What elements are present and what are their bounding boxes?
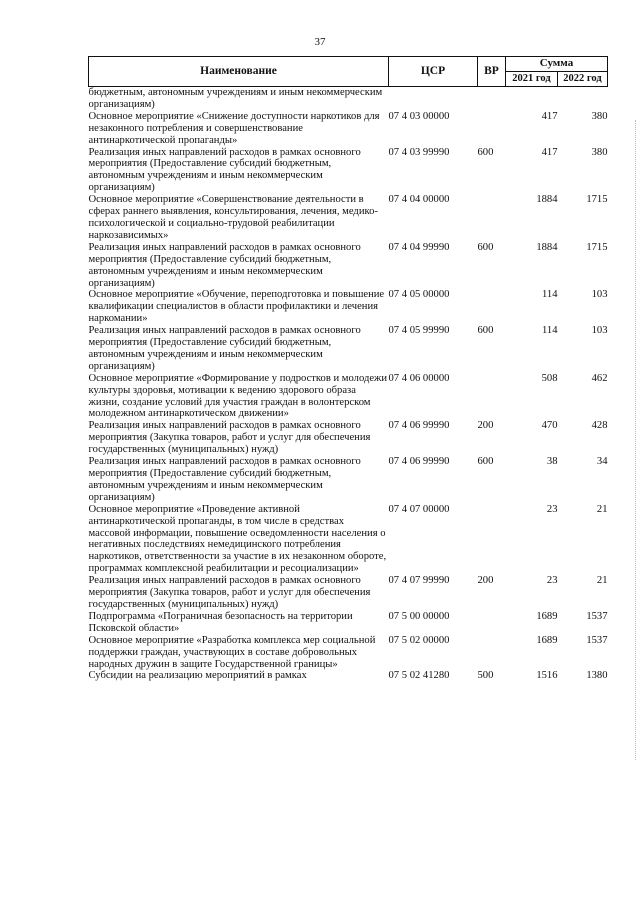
row-sum-2021 [506, 87, 558, 111]
row-csr: 07 4 07 00000 [388, 503, 450, 515]
row-csr: 07 4 05 99990 [388, 325, 450, 337]
header-csr: ЦСР [389, 57, 478, 87]
row-sum-2021: 417 [541, 110, 558, 122]
table-row [89, 611, 608, 635]
row-sum-2022: 380 [591, 146, 608, 158]
table-row [89, 670, 608, 682]
row-sum-2022: 34 [596, 456, 608, 468]
row-name: Основное мероприятие «Формирование у подростков и молодежи культуры здоровья, мотивации к ведению здорового образа жизни, создание условий для участия граждан в волонтерском молодежном антинаркотическом движении» [88, 372, 388, 420]
row-csr: 07 5 02 00000 [388, 634, 450, 646]
row-name: Реализация иных направлений расходов в рамках основного мероприятия (Предоставление субсидий бюджетным, автономным учреждениям и иным некоммерческим организациям) [88, 456, 361, 503]
row-vr: 600 [477, 146, 494, 158]
row-name: Основное мероприятие «Снижение доступности наркотиков для незаконного потребления и совершенствование антинаркотической пропаганды» [88, 110, 380, 146]
row-vr: 200 [477, 575, 494, 587]
row-sum-2022: 21 [596, 575, 608, 587]
row-sum-2022: 103 [591, 325, 608, 337]
row-csr: 07 5 00 00000 [388, 610, 450, 622]
table-body [89, 87, 608, 683]
row-sum-2022: 21 [596, 503, 608, 515]
row-vr [478, 289, 506, 325]
row-csr: 07 4 03 99990 [388, 146, 450, 158]
row-sum-2022: 1537 [586, 634, 608, 646]
table-header [89, 57, 608, 87]
row-name: Подпрограмма «Пограничная безопасность на территории Псковской области» [88, 610, 353, 634]
table-row [89, 242, 608, 290]
row-sum-2022: 1715 [586, 194, 608, 206]
row-csr [389, 87, 478, 111]
row-vr: 500 [477, 670, 494, 682]
row-sum-2021: 1884 [536, 194, 558, 206]
row-csr: 07 4 07 99990 [388, 575, 450, 587]
row-sum-2022: 380 [591, 110, 608, 122]
row-sum-2021: 470 [541, 420, 558, 432]
row-sum-2021: 38 [546, 456, 558, 468]
row-vr [478, 504, 506, 575]
header-sum: Сумма [506, 57, 608, 72]
row-csr: 07 4 05 00000 [388, 289, 450, 301]
row-name: Реализация иных направлений расходов в рамках основного мероприятия (Предоставление субсидий бюджетным, автономным учреждениям и иным некоммерческим организациям) [88, 325, 361, 372]
row-name: Основное мероприятие «Обучение, переподготовка и повышение квалификации специалистов в области профилактики и лечения наркомании» [88, 289, 385, 325]
table-row [89, 575, 608, 611]
table-row [89, 87, 608, 111]
table-row [89, 373, 608, 421]
row-vr: 200 [477, 420, 494, 432]
row-name: Субсидии на реализацию мероприятий в рамках [88, 670, 307, 682]
row-name: Реализация иных направлений расходов в рамках основного мероприятия (Предоставление субсидий бюджетным, автономным учреждениям и иным некоммерческим организациям) [88, 241, 361, 289]
row-name: бюджетным, автономным учреждениям и иным некоммерческим организациям) [88, 87, 383, 110]
table-row [89, 504, 608, 575]
row-name: Основное мероприятие «Совершенствование деятельности в сферах раннего выявления, консультирования, лечения, медико-психологической и социально-трудовой реабилитации наркозависимых» [88, 194, 378, 241]
row-vr [478, 611, 506, 635]
row-sum-2021: 1689 [536, 634, 558, 646]
table-row [89, 147, 608, 195]
scan-edge-artifact [634, 120, 636, 760]
row-vr [478, 635, 506, 671]
row-vr [478, 194, 506, 242]
page-number: 37 [314, 36, 326, 48]
table-row [89, 325, 608, 373]
row-sum-2022 [558, 87, 608, 111]
row-sum-2022: 462 [591, 372, 608, 384]
table-row [89, 194, 608, 242]
header-name: Наименование [89, 57, 389, 87]
header-vr: ВР [478, 57, 506, 87]
row-vr [478, 373, 506, 421]
row-csr: 07 5 02 41280 [388, 670, 450, 682]
row-sum-2022: 1537 [586, 610, 608, 622]
table-row [89, 635, 608, 671]
row-vr: 600 [477, 241, 494, 253]
row-csr: 07 4 03 00000 [388, 110, 450, 122]
row-csr: 07 4 06 99990 [388, 420, 450, 432]
row-sum-2022: 428 [591, 420, 608, 432]
row-vr: 600 [477, 325, 494, 337]
row-sum-2021: 508 [541, 372, 558, 384]
row-name: Реализация иных направлений расходов в рамках основного мероприятия (Закупка товаров, работ и услуг для обеспечения государственных (муниципальных) нужд) [88, 575, 371, 610]
table-row [89, 420, 608, 456]
row-sum-2021: 1689 [536, 610, 558, 622]
table-row [89, 111, 608, 147]
row-name: Реализация иных направлений расходов в рамках основного мероприятия (Закупка товаров, работ и услуг для обеспечения государственных (муниципальных) нужд) [88, 420, 371, 456]
table-row [89, 456, 608, 504]
row-sum-2021: 1884 [536, 241, 558, 253]
row-sum-2021: 23 [546, 575, 558, 587]
header-year-2021: 2021 год [506, 72, 558, 87]
header-year-2022: 2022 год [558, 72, 608, 87]
row-name: Основное мероприятие «Проведение активной антинаркотической пропаганды, в том числе в средствах массовой информации, повышение осведомленности населения о негативных последствиях немедицинского потребления наркотиков, ответственности за участие в их незаконном обороте, программах комплексной реабилитации и ресоциализации» [88, 503, 387, 575]
row-sum-2021: 1516 [536, 670, 558, 682]
row-sum-2021: 417 [541, 146, 558, 158]
row-sum-2021: 114 [542, 289, 558, 301]
row-name: Реализация иных направлений расходов в рамках основного мероприятия (Предоставление субсидий бюджетным, автономным учреждениям и иным некоммерческим организациям) [88, 146, 361, 194]
row-csr: 07 4 04 00000 [388, 194, 450, 206]
row-vr [478, 87, 506, 111]
row-vr: 600 [477, 456, 494, 468]
row-sum-2022: 1715 [586, 241, 608, 253]
budget-table [88, 56, 608, 682]
row-sum-2021: 114 [542, 325, 558, 337]
table-row [89, 289, 608, 325]
row-vr [478, 111, 506, 147]
row-csr: 07 4 04 99990 [388, 241, 450, 253]
row-sum-2022: 103 [591, 289, 608, 301]
row-csr: 07 4 06 00000 [388, 372, 450, 384]
row-sum-2022: 1380 [586, 670, 608, 682]
row-name: Основное мероприятие «Разработка комплекса мер социальной поддержки граждан, участвующих в составе добровольных народных дружин в защите Государственной границы» [88, 634, 376, 670]
row-sum-2021: 23 [546, 503, 558, 515]
row-csr: 07 4 06 99990 [388, 456, 450, 468]
